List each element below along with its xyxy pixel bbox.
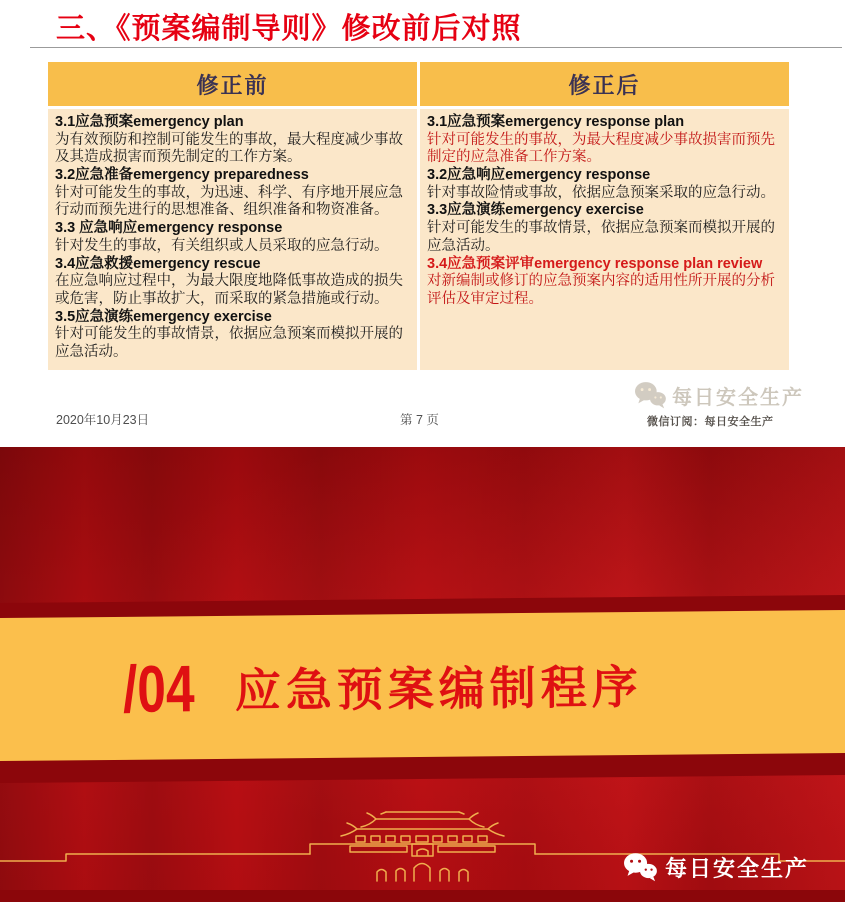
term-heading: 3.3应急演练emergency exercise	[427, 202, 644, 219]
column-after	[420, 109, 789, 370]
term-heading: 3.3 应急响应emergency response	[55, 220, 283, 237]
watermark-brand-label: 每日安全生产	[664, 855, 809, 881]
term-entry	[55, 114, 410, 167]
term-definition: 对新编制或修订的应急预案内容的适用性所开展的分析评估及审定过程。	[427, 273, 775, 307]
yellow-title-band	[0, 610, 845, 761]
term-heading: 3.4应急救援emergency rescue	[55, 255, 261, 272]
term-definition: 针对可能发生的事故情景，依据应急预案而模拟开展的应急活动。	[427, 220, 775, 254]
term-entry	[55, 220, 410, 255]
column-header-after: 修正后	[420, 62, 789, 106]
footer-date: 2020年10月23日	[56, 413, 150, 427]
comparison-table	[48, 62, 789, 370]
wechat-icon	[633, 380, 667, 410]
watermark-brand	[633, 380, 804, 410]
section-heading	[0, 645, 643, 727]
term-definition: 针对可能发生的事故，为最大程度减少事故损害而预先制定的应急准备工作方案。	[427, 131, 775, 166]
watermark-brand	[622, 851, 809, 883]
term-heading: 3.1应急预案emergency response plan	[427, 114, 685, 130]
term-definition: 针对可能发生的事故情景，依据应急预案而模拟开展的应急活动。	[55, 326, 403, 360]
term-entry	[427, 202, 782, 255]
term-heading: 3.1应急预案emergency plan	[55, 114, 244, 130]
section-title: 应急预案编制程序	[234, 660, 644, 717]
term-heading: 3.5应急演练emergency exercise	[55, 308, 272, 325]
watermark-subscribe-label: 微信订阅：每日安全生产	[647, 416, 774, 428]
term-entry	[427, 114, 782, 167]
term-entry	[55, 256, 410, 309]
slide-section-divider	[0, 447, 845, 902]
term-heading: 3.2应急响应emergency response	[427, 167, 651, 184]
term-definition: 针对可能发生的事故，为迅速、科学、有序地开展应急行动而预先进行的思想准备、组织准备和物资准备。	[55, 184, 403, 219]
term-heading: 3.2应急准备emergency preparedness	[55, 167, 309, 184]
title-divider	[30, 47, 842, 48]
term-definition: 针对发生的事故，有关组织或人员采取的应急行动。	[55, 237, 389, 254]
footer-page-number: 第 7 页	[400, 413, 439, 427]
slide1-title: 三、《预案编制导则》修改前后对照	[56, 13, 522, 45]
watermark-brand-label: 每日安全生产	[672, 386, 804, 409]
term-definition: 针对事故险情或事故，依据应急预案采取的应急行动。	[427, 184, 775, 201]
term-entry	[55, 167, 410, 220]
term-definition: 为有效预防和控制可能发生的事故，最大程度减少事故及其造成损害而预先制定的工作方案。	[55, 131, 403, 166]
column-before	[48, 109, 417, 370]
term-entry	[427, 256, 782, 309]
term-entry	[427, 167, 782, 202]
term-definition: 在应急响应过程中，为最大限度地降低事故造成的损失或危害，防止事故扩大，而采取的紧急措施或行动。	[55, 273, 403, 307]
section-number: /04	[122, 650, 196, 726]
term-entry	[55, 309, 410, 362]
column-header-before: 修正前	[48, 62, 417, 106]
slide-comparison	[0, 0, 845, 447]
wechat-icon	[622, 851, 658, 883]
term-heading: 3.4应急预案评审emergency response plan review	[427, 255, 763, 272]
bottom-dark-strip	[0, 890, 845, 902]
